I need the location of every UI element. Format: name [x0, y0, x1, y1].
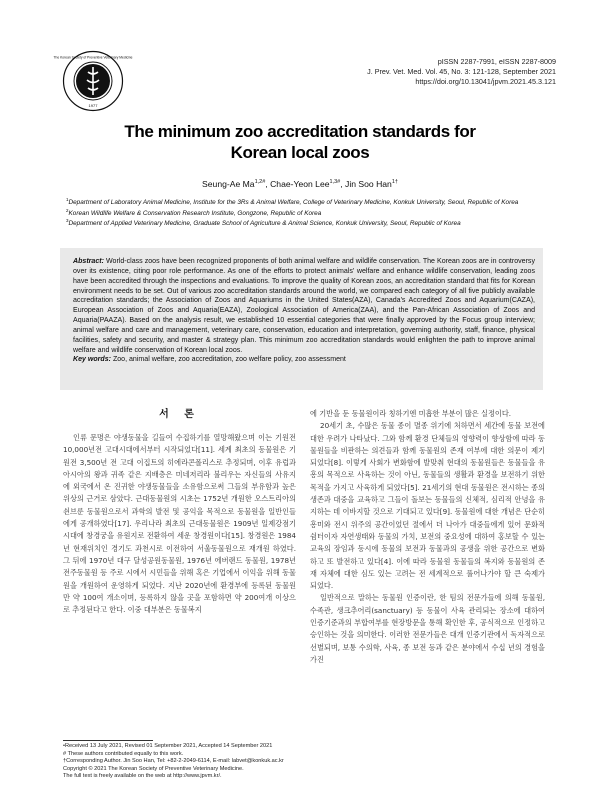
footnote-line: The full text is freely available on the web at http://www.jpvm.kr/.	[63, 773, 222, 780]
section-heading-intro: 서 론	[159, 409, 200, 420]
intro-paragraph: 일반적으로 말하는 동물원 인증이란, 한 팀의 전문가들에 의해 동물원, 수족관, 생크추어리(sanctuary) 등 동물이 사육 관리되는 장소에 대하여 인증기준과의 부합여부를 현장방문을 통해 확인한 후, 공식적으로 인정하고 승인하는 것을 의미한다. 이러한 전문가들은 대개 인증기관에서 독자적으로 선별되며, 보통 수의학, 사육, 종 보전 등과 같은 분야에서 수십 년의 경험을 가진	[310, 593, 545, 664]
affiliation-text: Korean Wildlife Welfare & Conservation Research Institute, Gongzone, Republic of Korea	[68, 209, 322, 217]
paper-title	[60, 121, 540, 163]
footnote-line: †Corresponding Author. Jin Soo Han, Tel: +82-2-2049-6114, E-mail: labvet@konkuk.ac.kr	[63, 758, 284, 765]
affiliation-number: 3	[66, 218, 69, 224]
abstract-label: Abstract:	[73, 258, 104, 265]
issn: pISSN 2287-7991, eISSN 2287-8009	[437, 57, 556, 66]
affiliation-number: 1	[66, 197, 69, 202]
affiliation-number: 2	[66, 207, 69, 213]
author-name: Jin Soo Han	[345, 179, 392, 189]
footnote-line: # These authors contributed equally to this work.	[63, 750, 184, 757]
seal-ring-text: The Korean Society of Preventive Veterinary Medicine	[53, 55, 133, 60]
intro-paragraph: 20세기 초, 수많은 동물 종이 멸종 위기에 처하면서 세간에 동물 보전에 대한 우려가 나타났다. 그와 함께 환경 단체들의 영향력이 향상함에 따라 동물원들을 비판하는 의견들과 함께 동물원의 존재 여부에 대한 의문이 제기되었다[8]. 이렇게 사회가 변화함에 발맞춰 현대의 동물원들은 동물들을 유흥의 목적으로 사육하는 것이 아닌, 동물들의 생활과 환경을 보전하기 위한 목적을 가지고 사육하게 되었다[5]. 21세기의 현대 동물원은 전시하는 종의 생존과 대중을 교육하고 그들이 돌보는 동물들의 신체적, 심리적 안녕을 유지하는 데 이바지할 것으로 기대되고 있다[9]. 동물원에 대한 개념은 단순히 흥미와 전시 위주의 공간이었던 절에서 더 나아가 대중들에게 있어 문화적 쉼터이자 자연생태와 동물의 가치, 보전의 중요성에 대하여 홍보할 수 있는 교육의 장임과 동시에 동물의 보전과 동물과의 공생을 위한 공간으로 변화하고 또 발전하고 있다[4]. 이에 따라 동물원 동물들의 복지와 동물원의 존재 자체에 대한 심도 있는 고려는 전 세계적으로 풀어나가야 할 큰 숙제가 되었다.	[310, 421, 545, 591]
affiliation-list	[66, 196, 546, 228]
affiliation-item	[66, 207, 546, 218]
author-name: Seung-Ae Ma	[202, 179, 255, 189]
affiliation-text: Department of Applied Veterinary Medicine, Graduate School of Agriculture & Animal Science, Konkuk University, Seoul, Republic of Korea	[68, 220, 461, 228]
affiliation-text: Department of Laboratory Animal Medicine, Institute for the 3Rs & Animal Welfare, College of Veterinary Medicine, Konkuk University, Seoul, Republic of Korea	[68, 199, 519, 207]
seal-year: 1977	[88, 103, 98, 108]
doi-link[interactable]: https://doi.org/10.13041/jpvm.2021.45.3.121	[415, 77, 556, 86]
journal-info	[296, 57, 556, 87]
intro-paragraph-1: 인류 문명은 야생동물을 길들여 수집하기를 열망해왔으며 이는 기원전 10,000년전 고대시대에서부터 시작되었다[11]. 세계 최초의 동물원은 기원전 3,500년 전 고대 이집트의 히에라콘폴리스로 추정되며, 이후 유럽과 아시아의 왕과 귀족 같은 지배층은 미네저리라 불리우는 자신들의 사유지에 외국에서 온 진귀한 야생동물들을 소유함으로써 그들의 부유함과 높은 위상의 근거로 삼았다. 근대동물원의 시초는 1752년 개원한 오스트리아의 쇤브룬 동물원으로서 과학의 발전 및 공익을 목적으로 동물원을 일반인들에게 공개하였다[17]. 우리나라 최초의 근대동물원은 1909년 일제강점기 시대에 창경궁을 유원지로 전환하여 세운 창경원이다[15]. 창경원은 1984년 현재위치인 경기도 과천시로 이전하여 서울동물원으로 재개원 하였다. 그 뒤에 1970년 대구 달성공원동물원, 1976년 에버랜드 동물원, 1978년 전주동물원 등 주로 시에서 시민들을 위해 혹은 기업에서 이익을 위해 동물원을 개원하여 운영하게 되었다. 지난 2020년에 환경부에 등록된 동물원만 약 100여 개소이며, 등록하지 않을 곳을 포함하면 약 200여개 이상으로 추정된다고 한다. 이중 대부분은 동물복지	[63, 433, 296, 615]
citation: J. Prev. Vet. Med. Vol. 45, No. 3: 121-128, September 2021	[367, 67, 556, 76]
title-line-2: Korean local zoos	[230, 143, 370, 162]
keywords-label: Key words:	[73, 356, 111, 364]
author-name: Chae-Yeon Lee	[270, 179, 330, 189]
footnote-line: Copyright © 2021 The Korean Society of Preventive Veterinary Medicine.	[63, 765, 244, 772]
author-affiliation-mark: 1,3#	[329, 179, 341, 186]
title-line-1: The minimum zoo accreditation standards for	[124, 122, 476, 141]
footnote-line: •Received 13 July 2021, Revised 01 September 2021, Accepted 14 September 2021	[63, 743, 273, 749]
keywords	[73, 355, 535, 365]
abstract-text: World-class zoos have been recognized proponents of both animal welfare and wildlife conservation. The Korean zoos are in controversy over its existence, citing poor role performance. As one of the efforts to protect animals' welfare and enhance wildlife conservation, leading zoos have been accredited through the inspections and evaluations. To improve the quality of Korean zoos, an accreditation standard that fits for Korean environment needs to be set. Out of various zoo accreditation standards around the world, we compared each category of all five publicly available accreditation standards; the Association of Zoos and Aquariums in the United States(AZA), Canada's Accredited Zoos and Aquarium(CAZA), European Association of Zoos and Aquaria(EAZA), Zoological Association of America(ZAA), and the Pan-African Association of Zoos and Aquaria(PAAZA). Based on the analysis result, we established 10 essential categories that were finally approved by the Focus group interview; animal welfare and care and management, veterinary care, conservation, education and interpretation, governing authority, staff, finance, physical facilities, safety and security, and master & strategy plan. This minimum zoo accreditation standards would enlighten the path to improve animal welfare and wildlife conservation of Korean local zoos.	[73, 258, 535, 354]
author-list: Seung-Ae $Ma^{1,2\#}$, Chae-Yeon Lee$^{1,3\#}$, Jin Soo Han$^{1\dagger}$	[202, 179, 398, 189]
author-affiliation-mark: 1†	[391, 179, 398, 186]
right-column	[310, 408, 545, 666]
left-column	[63, 408, 296, 616]
society-seal-logo	[53, 50, 133, 112]
affiliation-item	[66, 196, 546, 207]
affiliation-item	[66, 217, 546, 228]
author-affiliation-mark: 1,2#	[254, 179, 266, 186]
keywords-text: Zoo, animal welfare, zoo accreditation, zoo welfare policy, zoo assessment	[112, 356, 346, 364]
footnotes	[63, 743, 303, 781]
footnote-divider	[63, 740, 153, 741]
intro-paragraph: 에 기반을 둔 동물원이라 칭하기엔 미흡한 부분이 많은 실정이다.	[310, 409, 512, 418]
abstract	[73, 257, 535, 365]
